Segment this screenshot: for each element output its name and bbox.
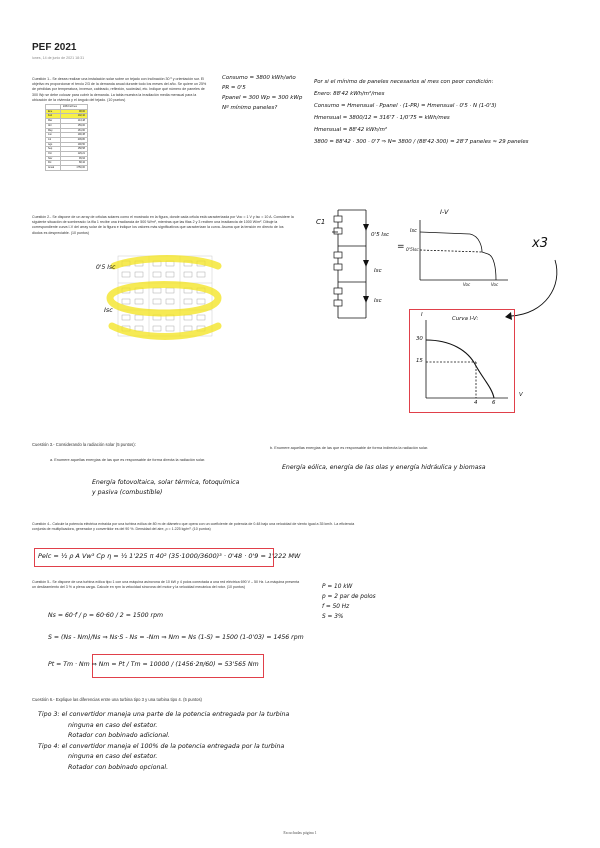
- solar-cell: [135, 315, 143, 320]
- value-cell: 129,21: [61, 152, 88, 157]
- answer-line: Rotador con bobinado adicional.: [68, 732, 170, 739]
- q1-notes-mid: [222, 73, 302, 113]
- value-cell: 102,10: [61, 114, 88, 119]
- q5-line-2: S = (Ns - Nm)/Ns ⇒ Ns·S - Ns = -Nm ⇒ Nm = Ns (1-S) = 1500 (1-0'03) = 1456 rpm: [48, 634, 304, 641]
- page-title: PEF 2021: [32, 42, 77, 53]
- q6-answer: [38, 710, 289, 773]
- final-tick-6: 6: [492, 400, 496, 406]
- given-line: S = 3%: [322, 614, 344, 620]
- note-line: PR = 0'5: [222, 85, 246, 91]
- hw-isc: Isc: [104, 306, 113, 314]
- final-tick-4: 4: [474, 400, 478, 406]
- q5-line-1: Ns = 60·f / p = 60·60 / 2 = 1500 rpm: [48, 612, 164, 619]
- month-cell: Oct: [46, 152, 61, 157]
- diagram-isc-2: Isc: [374, 298, 382, 304]
- value-cell: 159,00: [61, 123, 88, 128]
- solar-cell: [166, 272, 174, 277]
- note-line: Hmensual = 3800/12 = 316'7 · 1/0'75 = kWh/mes: [314, 115, 450, 121]
- question-6-title: Cuestión 6.- Explique las diferencias entre una turbina tipo 3 y una turbina tipo 4. (5 puntos): [32, 697, 202, 702]
- value-cell: 88,42: [61, 161, 88, 166]
- iv-sketch: [408, 212, 518, 292]
- circuit-cell: [334, 300, 342, 306]
- note-line: Por si el mínimo de paneles necesarios al mes con peor condición:: [314, 79, 494, 85]
- solar-cell: [135, 326, 143, 331]
- given-line: f = 50 Hz: [322, 604, 350, 610]
- month-cell: Jul: [46, 137, 61, 142]
- question-3a: a. Enumere aquellas energías de las que es responsable de forma directa la radiación solar.: [50, 458, 206, 462]
- iv-half-isc-label: 0'5Isc: [406, 248, 419, 253]
- solar-cell: [153, 299, 161, 304]
- value-cell: 98,00: [61, 109, 88, 114]
- diagram-isc-1: Isc: [374, 268, 382, 274]
- month-cell: Anual: [46, 166, 61, 171]
- question-2-text: Cuestión 2.- Se dispone de un array de células solares como el mostrado en la figura, donde cada célula está caracterizada por Voc = 1 V y Isc = 10 A. Considere la siguiente situación de sombreado: la fila 1 recibe una irradiancia de 500 W/m², mientras que las filas 2 y 3 reciben una irradiancia de 1000 W/m². Dibuje la correspondiente curva I-V del array solar de la figura e indique los valores más significativos que caracterizan la curva. Asuma que la tensión en directo de los diodos es despreciable. (10 puntos): [32, 215, 294, 235]
- times-three: x3: [532, 236, 548, 251]
- final-tick-15: 15: [416, 358, 423, 364]
- answer-line: ninguna en caso del estator.: [68, 753, 158, 760]
- solar-cell: [166, 288, 174, 293]
- note-line: Ppanel = 300 Wp = 300 kWp: [222, 95, 303, 101]
- month-cell: Jun: [46, 133, 61, 138]
- circuit-cell: [334, 216, 342, 222]
- solar-cell: [153, 326, 161, 331]
- c1-label: C1: [316, 218, 326, 226]
- answer-line: Tipo 4: el convertidor maneja el 100% de la potencia entregada por la turbina: [38, 742, 285, 750]
- value-cell: 99,94: [61, 156, 88, 161]
- q4-answer: Pelc = ½ ρ A Vw³ Cp η = ½ 1'225 π 40² (35·1000/3600)³ · 0'48 · 0'9 = 1'222 MW: [38, 552, 301, 560]
- question-3b: b. Enumere aquellas energías de las que es responsable de forma indirecta la radiación solar.: [270, 446, 429, 450]
- month-cell: Abr: [46, 123, 61, 128]
- month-cell: Ene: [46, 109, 61, 114]
- q1-notes-right: [314, 76, 584, 148]
- solar-array-grid: [118, 256, 212, 336]
- solar-cell: [166, 326, 174, 331]
- final-tick-30: 30: [416, 336, 423, 342]
- month-cell: Nov: [46, 156, 61, 161]
- q5-line-3: Pt = Tm · Nm ⇒ Nm = Pt / Tm = 10000 / (1456·2π/60) = 53'565 Nm: [48, 661, 259, 668]
- solar-cell: [197, 315, 205, 320]
- given-line: p = 2 par de polos: [322, 594, 376, 600]
- solar-cell: [122, 315, 130, 320]
- note-line: Consumo = Hmensual · Ppanel · (1-PR) = Hmensual · 0'5 · N (1-0'3): [314, 103, 497, 109]
- question-5-text: Cuestión 5.- Se dispone de una turbina eólica tipo 1 con una máquina asíncrona de 10 kW y 4 polos conectada a una red eléctrica 690 V – 50 Hz. La máquina presenta un deslizamiento del 3 % a plena carga. Calcule en rpm la velocidad síncrona del motor y la velocidad mecánica del rotor. (10 puntos): [32, 580, 300, 590]
- solar-cell: [135, 299, 143, 304]
- solar-cell: [122, 272, 130, 277]
- final-axis-i: I: [421, 312, 423, 318]
- solar-cell: [122, 299, 130, 304]
- circuit-cell: [334, 288, 342, 294]
- iv-isc-label: Isc: [410, 228, 417, 234]
- iv-voc-2: Voc: [491, 282, 499, 287]
- solar-cell: [166, 299, 174, 304]
- note-line: Hmensual = 88'42 kWh/m²: [314, 127, 388, 133]
- question-4-text: Cuestión 4.- Calcule la potencia eléctrica extraída por una turbina eólica de 80 m de diámetro que opera con un coeficiente de potencia de 0.48 bajo una velocidad de viento igual a 35 km/h. La eficiencia conjunta de multiplicadora, generador y convertidor es del 90 %. Densidad del aire, ρ = 1.225 kg/m³. (10 puntos): [32, 522, 355, 532]
- page-footer: Escuchadas página 1: [283, 830, 317, 835]
- q5-givens: [322, 582, 376, 622]
- given-line: P = 10 kW: [322, 584, 353, 590]
- month-cell: Dic: [46, 161, 61, 166]
- value-cell: 190,50: [61, 142, 88, 147]
- circuit-cell: [334, 264, 342, 270]
- answer-line: ninguna en caso del estator.: [68, 721, 158, 729]
- hw-half-isc: 0'5 Isc: [96, 264, 116, 271]
- value-cell: 143,48: [61, 119, 88, 124]
- shading-highlight: [110, 259, 218, 337]
- final-iv-curve: [410, 310, 514, 412]
- value-cell: 209,80: [61, 137, 88, 142]
- solar-cell: [184, 272, 192, 277]
- note-line: Consumo = 3800 kWh/año: [222, 75, 296, 81]
- solar-cell: [197, 299, 205, 304]
- solar-array-figure: [100, 252, 230, 344]
- question-3-title: Cuestión 3.- Considerando la radiación solar (5 puntos):: [32, 442, 136, 447]
- solar-cell: [184, 299, 192, 304]
- month-cell: Sep: [46, 147, 61, 152]
- irradiation-table: [45, 104, 88, 171]
- iv-voc-1: Voc: [463, 282, 471, 287]
- note-line: Enero: 88'42 kWh/m²/mes: [314, 91, 385, 97]
- diagram-half-isc: 0'5 Isc: [371, 232, 390, 238]
- table-header-cell: kWh/m2/mes: [61, 105, 88, 110]
- irradiation-table-grid: [45, 104, 88, 171]
- question-1-text: Cuestión 1.- Se desea realizar una instalación solar sobre un tejado con inclinación 30 º y orientación sur. El objetivo es proporcionar el tercio 2/3 de la demanda anual durante todo los meses del año. Se quiere un 25% de pérdidas por temperatura, inversor, cableado, reflexión, suciedad, etc. Indique qué número de paneles de 300 Wp se debe colocar para cubrir la demanda. La tabla muestra la irradiación media mensual para la ubicación de la vivienda y el ángulo del tejado. (10 puntos): [32, 77, 207, 102]
- solar-cell: [153, 288, 161, 293]
- value-cell: 1750,00: [61, 166, 88, 171]
- solar-cell: [135, 272, 143, 277]
- answer-line: Rotador con bobinado opcional.: [68, 763, 169, 771]
- equals-sign: =: [397, 242, 405, 252]
- note-line: 3800 = 88'42 · 300 · 0'7 ⇒ N= 3800 / (88'42·300) = 28'7 paneles ≈ 29 paneles: [314, 139, 529, 145]
- solar-cell: [153, 272, 161, 277]
- final-axis-v: V: [519, 392, 523, 398]
- answer-line: Tipo 3: el convertidor maneja una parte de la potencia entregada por la turbina: [38, 711, 290, 718]
- circuit-cell: [334, 228, 342, 234]
- value-cell: 181,60: [61, 128, 88, 133]
- month-cell: Feb: [46, 114, 61, 119]
- solar-cell: [184, 315, 192, 320]
- value-cell: 158,58: [61, 147, 88, 152]
- cell-dots: [122, 261, 205, 331]
- page-timestamp: lunes, 14 de junio de 2021 18:31: [32, 56, 85, 60]
- month-cell: Mar: [46, 119, 61, 124]
- solar-cell: [184, 326, 192, 331]
- table-row: [46, 166, 88, 171]
- question-3a-answer: Energía fotovoltaica, solar térmica, fotoquímica y pasiva (combustible): [92, 479, 240, 496]
- solar-cell: [197, 272, 205, 277]
- final-curve-title: Curva I-V:: [452, 316, 479, 322]
- question-3b-answer: Energía eólica, energía de las olas y energía hidráulica y biomasa: [282, 464, 486, 471]
- month-cell: Ago: [46, 142, 61, 147]
- iv-title: I-V: [440, 208, 449, 216]
- circuit-cell: [334, 252, 342, 258]
- value-cell: 190,38: [61, 133, 88, 138]
- month-cell: May: [46, 128, 61, 133]
- note-line: Nº mínimo paneles?: [222, 105, 278, 111]
